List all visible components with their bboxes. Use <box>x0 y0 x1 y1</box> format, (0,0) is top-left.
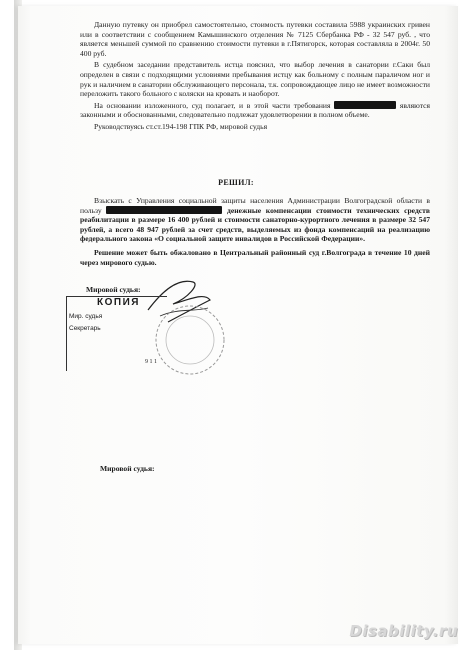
judge-signature-label: Мировой судья: <box>86 285 141 294</box>
paragraph-representative-explanation: В судебном заседании представитель истца пояснил, что выбор лечения в санатории г.Саки был определен в связи с подходящими условиями пребывания истцу как больному с полным параличом ног и рук и наличием в санатории обслуживающего персонала, т.к. сопровождающее лицо не имеет возможности переложить такого больного с коляски на кровать и наоборот. <box>80 60 430 99</box>
stamp-judge-line: Мир. судья <box>69 313 103 320</box>
redacted-name-1 <box>334 101 396 109</box>
document-body-decision <box>80 196 430 267</box>
paragraph-decision <box>80 196 430 244</box>
judge-label-bottom: Мировой судья: <box>100 464 155 473</box>
redacted-name-2 <box>106 206 222 214</box>
stamp-secretary-line: Секретарь <box>69 325 101 332</box>
paragraph-guided-by: Руководствуясь ст.ст.194-198 ГПК РФ, мировой судья <box>94 121 268 131</box>
paragraph-voucher-cost: Данную путевку он приобрел самостоятельно, стоимость путевки составила 5988 украинских гривен или в соответствии с сообщением Камышинского отделения № 7125 Сбербанка РФ - 32 547 руб. , что является меньшей суммой по сравнению стоимости путевки в г.Пятигорск, которая составляла в 2004г. 50 400 руб. <box>80 20 430 58</box>
stamp-title: КОПИЯ <box>97 297 140 308</box>
paragraph-appeal: Решение может быть обжаловано в Центральный районный суд г.Волгограда в течение 10 дней через мирового судью. <box>80 247 430 267</box>
stamp-number: 9 1 1 <box>145 359 157 365</box>
paragraph-court-conclusion <box>80 101 430 120</box>
round-seal <box>150 300 230 380</box>
decision-heading: РЕШИЛ: <box>218 178 254 187</box>
decision-part1: Взыскать с Управления социальной защиты населения Администрации Волгоградской области в пользу <box>80 196 430 215</box>
court-conclusion-part1: На основании изложенного, суд полагает, и в этой части требования <box>94 100 331 110</box>
document-body-top <box>80 20 430 132</box>
decision-part2: денежные компенсации стоимости технических средств реабилитации в размере 16 400 рублей и стоимости санаторно-курортного лечения в размере 32 547 рублей, а всего 48 947 рублей за счет средств, выделяемых из фонда компенсаций на реализацию федерального закона «О социальной защите инвалидов в Российской Федерации». <box>80 205 430 244</box>
court-conclusion-part2: являются законными и обоснованными, следовательно подлежат удовлетворении в полном объеме. <box>80 100 430 120</box>
site-watermark: Disability.ru <box>349 622 458 640</box>
